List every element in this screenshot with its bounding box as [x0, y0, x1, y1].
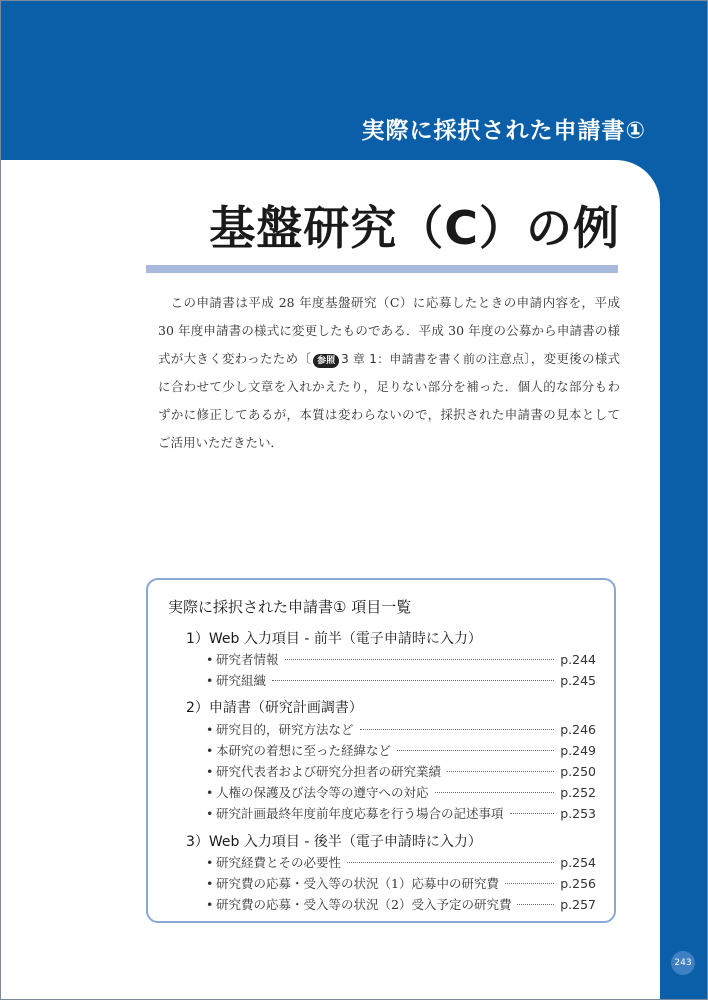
- leader-dots: [505, 883, 554, 884]
- leader-dots: [447, 771, 554, 772]
- toc-item-page: p.252: [560, 785, 596, 800]
- toc-item-label: 研究者情報: [216, 652, 279, 667]
- toc-box: [146, 578, 616, 923]
- toc-item-label: 研究代表者および研究分担者の研究業績: [216, 764, 442, 779]
- bullet-icon: •: [206, 652, 214, 667]
- bullet-icon: •: [206, 743, 214, 758]
- leader-dots: [517, 904, 554, 905]
- toc-item-page: p.245: [560, 673, 596, 688]
- leader-dots: [272, 680, 554, 681]
- bullet-icon: •: [206, 764, 214, 779]
- page-title: 基盤研究（C）の例: [209, 201, 620, 255]
- bullet-icon: •: [206, 673, 214, 688]
- toc-section-title: 2）申請書（研究計画調書）: [186, 700, 363, 716]
- bullet-icon: •: [206, 722, 214, 737]
- toc-item[interactable]: [206, 720, 596, 740]
- leader-dots: [435, 792, 555, 793]
- leader-dots: [510, 813, 555, 814]
- toc-item[interactable]: [206, 874, 596, 894]
- bullet-icon: •: [206, 855, 214, 870]
- reference-text: 3 章 1：申請書を書く前の注意点: [341, 352, 525, 366]
- intro-paragraph: [158, 289, 620, 457]
- toc-item[interactable]: [206, 895, 596, 915]
- intro-text-1: この申請書は平成 28 年度基盤研究（C）に応募したときの申請内容を，平成 30 年度申請書の様式に変更したものである．平成 30 年度の公募から申請書の様式が大きく変わったため〔: [158, 295, 620, 366]
- toc-item-label: 研究計画最終年度前年度応募を行う場合の記述事項: [216, 806, 504, 821]
- toc-item-page: p.246: [560, 722, 596, 737]
- bullet-icon: •: [206, 876, 214, 891]
- toc-item[interactable]: [206, 650, 596, 670]
- toc-item-label: 研究組織: [216, 673, 267, 688]
- toc-item-page: p.250: [560, 764, 596, 779]
- toc-item-label: 研究目的，研究方法など: [216, 722, 354, 737]
- toc-item[interactable]: [206, 783, 596, 803]
- toc-item-page: p.256: [560, 876, 596, 891]
- section-title: 実際に採択された申請書①: [361, 118, 646, 144]
- leader-dots: [285, 659, 555, 660]
- bullet-icon: •: [206, 897, 214, 912]
- toc-item-page: p.254: [560, 855, 596, 870]
- toc-item-page: p.257: [560, 897, 596, 912]
- bullet-icon: •: [206, 806, 214, 821]
- toc-item[interactable]: [206, 762, 596, 782]
- toc-item-label: 研究費の応募・受入等の状況（2）受入予定の研究費: [216, 897, 512, 912]
- bullet-icon: •: [206, 785, 214, 800]
- toc-heading: 実際に採択された申請書① 項目一覧: [168, 598, 412, 616]
- toc-item[interactable]: [206, 804, 596, 824]
- toc-item-label: 研究費の応募・受入等の状況（1）応募中の研究費: [216, 876, 499, 891]
- toc-item-label: 研究経費とその必要性: [216, 855, 342, 870]
- leader-dots: [347, 862, 554, 863]
- toc-item-label: 人権の保護及び法令等の遵守への対応: [216, 785, 429, 800]
- toc-item[interactable]: [206, 853, 596, 873]
- toc-item[interactable]: [206, 741, 596, 761]
- leader-dots: [360, 729, 555, 730]
- toc-item-label: 本研究の着想に至った経緯など: [216, 743, 392, 758]
- page-number-badge: 243: [671, 951, 695, 975]
- toc-section-title: 1）Web 入力項目 - 前半（電子申請時に入力）: [186, 631, 482, 647]
- toc-item-page: p.249: [560, 743, 596, 758]
- intro-text-2: 〕，変更後の様式に合わせて少し文章を入れかえたり，足りない部分を補った．個人的な部分もわずかに修正してあるが，本質は変わらないので，採択された申請書の見本としてご活用いただきたい．: [158, 351, 620, 450]
- toc-item[interactable]: [206, 671, 596, 691]
- leader-dots: [397, 750, 554, 751]
- reference-badge: 参照: [313, 354, 339, 368]
- toc-item-page: p.253: [560, 806, 596, 821]
- toc-item-page: p.244: [560, 652, 596, 667]
- title-underline: [146, 265, 618, 273]
- toc-section-title: 3）Web 入力項目 - 後半（電子申請時に入力）: [186, 834, 482, 850]
